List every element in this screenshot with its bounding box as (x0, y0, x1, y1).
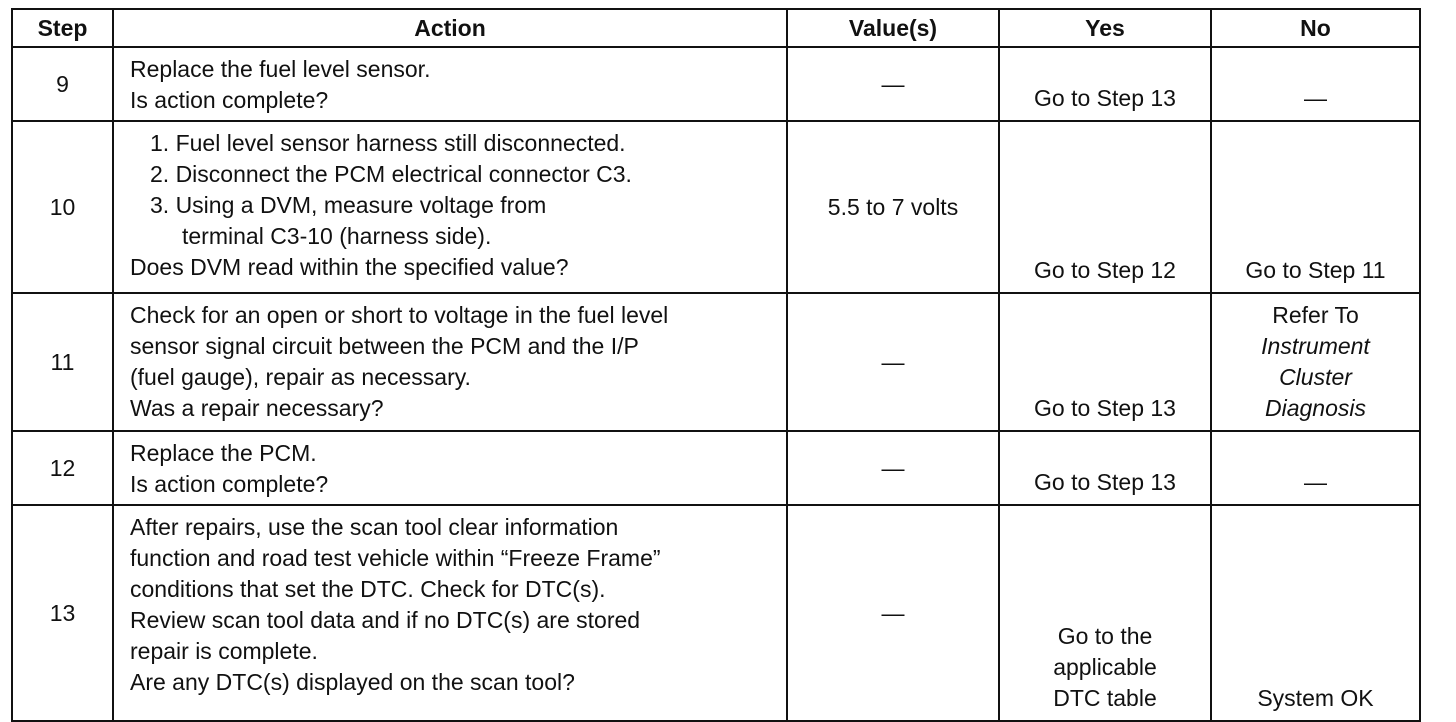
step-number: 11 (12, 293, 113, 431)
header-action: Action (113, 9, 787, 47)
no-refer-to: Refer To (1272, 302, 1359, 328)
action-line: sensor signal circuit between the PCM and the I/P (130, 333, 639, 359)
action-question: Was a repair necessary? (130, 395, 384, 421)
action-line: function and road test vehicle within “Freeze Frame” (130, 545, 661, 571)
yes-cell (999, 505, 1211, 721)
value-cell: — (787, 431, 999, 505)
header-values: Value(s) (787, 9, 999, 47)
action-substep: 1. Fuel level sensor harness still disconnected. (150, 130, 626, 156)
value-cell: 5.5 to 7 volts (787, 121, 999, 293)
no-cell: System OK (1211, 505, 1420, 721)
yes-line: applicable (1053, 654, 1157, 680)
step-number: 9 (12, 47, 113, 121)
table-row (12, 293, 1420, 431)
action-cell (113, 431, 787, 505)
no-cell: — (1211, 47, 1420, 121)
no-cell: — (1211, 431, 1420, 505)
yes-cell: Go to Step 13 (999, 431, 1211, 505)
yes-cell: Go to Step 12 (999, 121, 1211, 293)
table-row (12, 121, 1420, 293)
action-cell (113, 505, 787, 721)
header-step: Step (12, 9, 113, 47)
table-row (12, 505, 1420, 721)
value-cell: — (787, 47, 999, 121)
action-cell (113, 293, 787, 431)
header-row (12, 9, 1420, 47)
action-line: Replace the fuel level sensor. (130, 56, 431, 82)
yes-line: DTC table (1053, 685, 1157, 711)
action-line: Check for an open or short to voltage in the fuel level (130, 302, 669, 328)
table-row (12, 47, 1420, 121)
action-substep: 2. Disconnect the PCM electrical connector C3. (150, 161, 632, 187)
no-reference-link[interactable]: Diagnosis (1265, 395, 1366, 421)
action-substep: 3. Using a DVM, measure voltage from (150, 192, 547, 218)
value-cell: — (787, 293, 999, 431)
diagnostic-table (11, 8, 1421, 722)
diagnostic-table-sheet (11, 8, 1419, 712)
action-line: Review scan tool data and if no DTC(s) are stored (130, 607, 641, 633)
table-row (12, 431, 1420, 505)
yes-cell: Go to Step 13 (999, 293, 1211, 431)
no-cell (1211, 293, 1420, 431)
action-line: Replace the PCM. (130, 440, 317, 466)
action-cell (113, 121, 787, 293)
no-reference-link[interactable]: Instrument (1261, 333, 1370, 359)
action-line: conditions that set the DTC. Check for DTC(s). (130, 576, 606, 602)
action-substep-continued: terminal C3-10 (harness side). (182, 223, 492, 249)
step-number: 13 (12, 505, 113, 721)
action-line: After repairs, use the scan tool clear information (130, 514, 619, 540)
value-cell: — (787, 505, 999, 721)
no-cell: Go to Step 11 (1211, 121, 1420, 293)
action-cell (113, 47, 787, 121)
action-question: Is action complete? (130, 87, 329, 113)
action-question: Does DVM read within the specified value? (130, 254, 569, 280)
action-question: Are any DTC(s) displayed on the scan tool? (130, 669, 575, 695)
yes-line: Go to the (1057, 623, 1153, 649)
step-number: 10 (12, 121, 113, 293)
yes-cell: Go to Step 13 (999, 47, 1211, 121)
action-line: repair is complete. (130, 638, 318, 664)
no-reference-link[interactable]: Cluster (1279, 364, 1352, 390)
action-line: (fuel gauge), repair as necessary. (130, 364, 471, 390)
header-no: No (1211, 9, 1420, 47)
action-question: Is action complete? (130, 471, 329, 497)
header-yes: Yes (999, 9, 1211, 47)
step-number: 12 (12, 431, 113, 505)
